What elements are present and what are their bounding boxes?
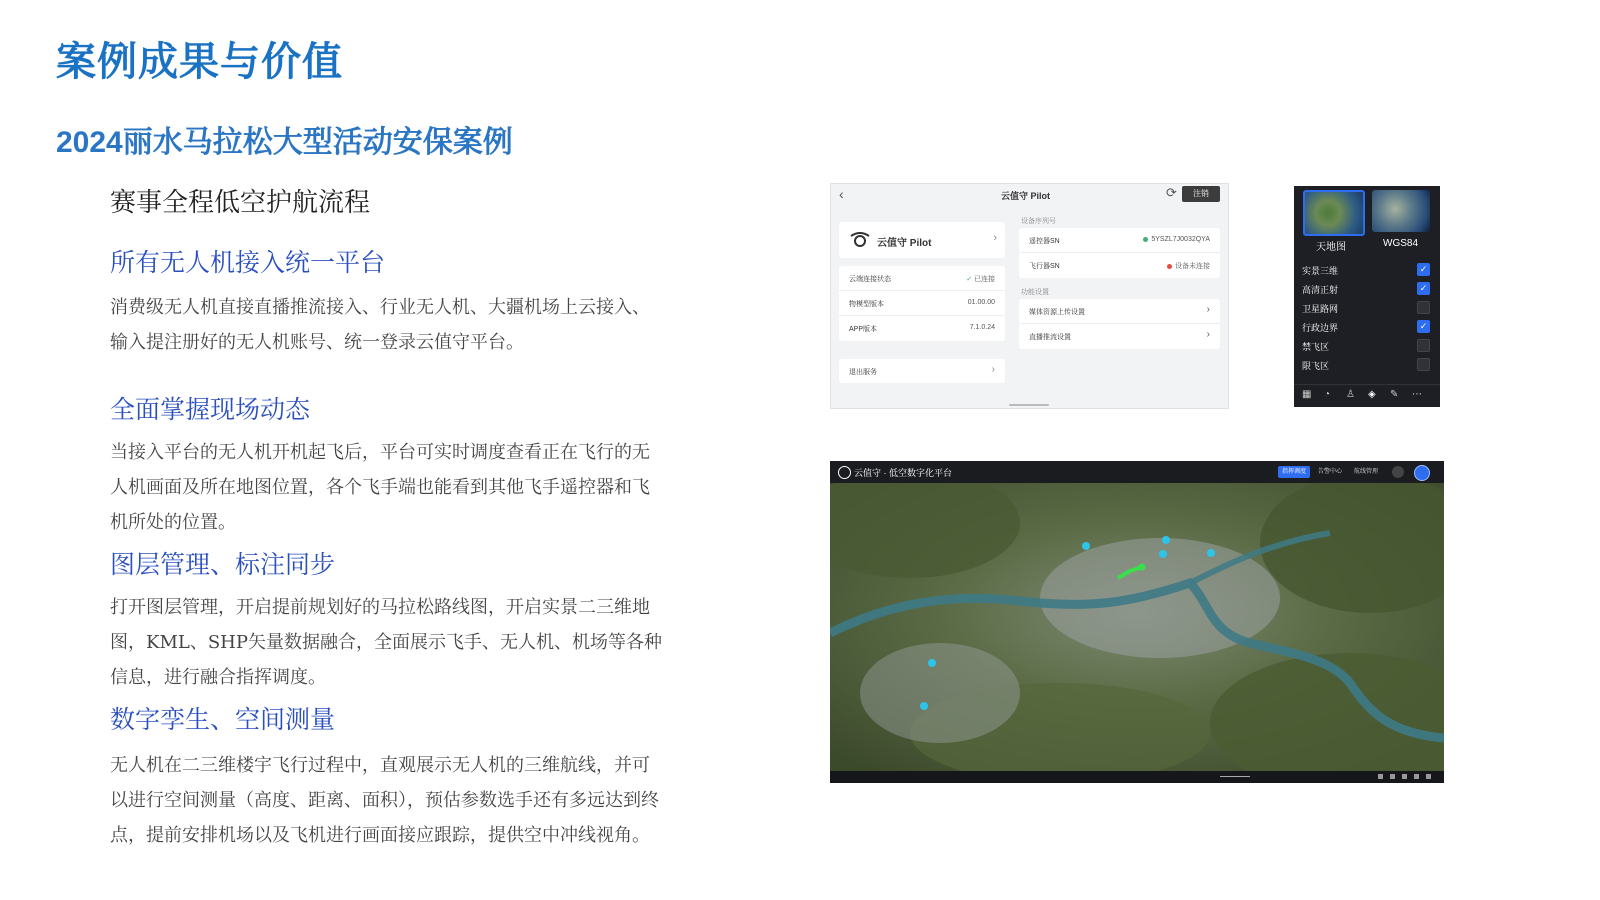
chevron-right-icon: ›: [1206, 329, 1210, 340]
pilot-logo-icon: [849, 232, 871, 248]
serial-card: [1019, 228, 1220, 278]
info-row: [839, 291, 1005, 316]
basemap-label: 天地图: [1316, 242, 1346, 253]
status-dot-red: [1167, 264, 1172, 269]
section-body: [110, 748, 730, 853]
layer-panel: [1294, 186, 1440, 407]
layer-checkbox[interactable]: ✓: [1417, 282, 1430, 295]
pilot-app-panel: [830, 183, 1229, 409]
chevron-right-icon: ›: [991, 364, 995, 375]
body-line: 当接入平台的无人机开机起飞后，平台可实时调度查看正在飞行的无: [110, 442, 650, 463]
exit-service-label: 退出服务: [849, 369, 877, 376]
section-body: [110, 435, 730, 540]
drone-marker: [928, 659, 936, 667]
layer-checkbox[interactable]: [1417, 301, 1430, 314]
serial-value: 5YSZL7J0032QYA: [1143, 236, 1210, 243]
check-circle-icon: ✓: [966, 276, 974, 283]
flow-title: 赛事全程低空护航流程: [110, 188, 371, 218]
map-header: [830, 461, 1444, 483]
section-heading: 所有无人机接入统一平台: [110, 248, 386, 277]
layer-label: 高清正射: [1302, 285, 1339, 295]
layer-label: 禁飞区: [1302, 342, 1330, 352]
back-icon[interactable]: ‹: [839, 186, 844, 202]
more-icon[interactable]: ⋯: [1412, 389, 1422, 400]
page-title: 案例成果与价值: [56, 40, 343, 84]
serial-label: 飞行器SN: [1029, 263, 1060, 270]
body-line: 人机画面及所在地图位置，各个飞手端也能看到其他飞手遥控器和飞: [110, 477, 650, 498]
layer-checkbox[interactable]: [1417, 358, 1430, 371]
func-row[interactable]: [1019, 324, 1220, 348]
drone-marker: [1207, 549, 1215, 557]
layer-label: 行政边界: [1302, 323, 1339, 333]
satellite-map[interactable]: [830, 483, 1444, 771]
scale-bar: [1220, 776, 1250, 777]
body-line: 输入提注册好的无人机账号、统一登录云值守平台。: [110, 332, 524, 353]
section-heading: 图层管理、标注同步: [110, 550, 336, 579]
nav-button[interactable]: 指挥调度: [1278, 466, 1310, 478]
layer-label: 实景三维: [1302, 266, 1339, 276]
chevron-right-icon: ›: [993, 232, 997, 244]
serial-label: 遥控器SN: [1029, 238, 1060, 245]
serial-section-title: 设备序列号: [1021, 218, 1056, 225]
info-row: [839, 266, 1005, 291]
drone-marker: [920, 702, 928, 710]
pie-icon[interactable]: ◔: [1324, 389, 1331, 400]
route-point: [1139, 564, 1146, 571]
body-line: 消费级无人机直接直播推流接入、行业无人机、大疆机场上云接入、: [110, 297, 650, 318]
body-line: 图，KML、SHP矢量数据融合，全面展示飞手、无人机、机场等各种: [110, 632, 662, 653]
footer-tool-icon[interactable]: [1390, 774, 1395, 779]
layer-row[interactable]: [1302, 299, 1432, 317]
nav-button[interactable]: 告警中心: [1318, 469, 1343, 475]
info-label: 云端连接状态: [849, 276, 891, 283]
func-label: 直播推流设置: [1029, 334, 1071, 341]
map-platform-window: [830, 461, 1444, 783]
map-footer: [830, 771, 1444, 783]
logout-button[interactable]: 注销: [1182, 186, 1220, 202]
section-body: [110, 590, 730, 695]
platform-logo-icon: [838, 466, 851, 479]
body-line: 打开图层管理，开启提前规划好的马拉松路线图，开启实景二三维地: [110, 597, 650, 618]
status-dot-green: [1143, 237, 1148, 242]
body-line: 点，提前安排机场以及飞机进行画面接应跟踪，提供空中冲线视角。: [110, 825, 650, 846]
pilot-topbar: [831, 184, 1228, 206]
serial-row: [1019, 253, 1220, 277]
exit-service-row[interactable]: [839, 359, 1005, 383]
basemap-label: WGS84: [1383, 238, 1419, 249]
layer-row[interactable]: [1302, 261, 1432, 279]
body-line: 以进行空间测量（高度、距离、面积），预估参数选手还有多远达到终: [110, 790, 659, 811]
pilot-info-card: [839, 266, 1005, 341]
layer-checkbox[interactable]: ✓: [1417, 320, 1430, 333]
info-label: 物模型版本: [849, 301, 884, 308]
footer-tool-icon[interactable]: [1402, 774, 1407, 779]
layer-checkbox[interactable]: [1417, 339, 1430, 352]
urban-area: [860, 643, 1020, 743]
section-heading: 全面掌握现场动态: [110, 395, 311, 424]
layer-label: 限飞区: [1302, 361, 1330, 371]
basemap-thumb-wgs84[interactable]: [1372, 190, 1430, 232]
serial-value: 设备未连接: [1167, 261, 1210, 271]
drone-marker: [1082, 542, 1090, 550]
user-icon[interactable]: ♙: [1346, 389, 1355, 400]
basemap-thumb-tianditu[interactable]: [1303, 190, 1365, 236]
layer-checkbox[interactable]: ✓: [1417, 263, 1430, 276]
home-indicator: [1009, 404, 1049, 406]
nav-button[interactable]: 航线管理: [1354, 469, 1379, 475]
body-line: 无人机在二三维楼宇飞行过程中，直观展示无人机的三维航线，并可: [110, 755, 650, 776]
body-line: 机所处的位置。: [110, 512, 236, 533]
info-label: APP版本: [849, 326, 878, 333]
platform-name: 云值守 · 低空数字化平台: [854, 468, 952, 478]
case-title: 2024丽水马拉松大型活动安保案例: [56, 126, 513, 159]
section-heading: 数字孪生、空间测量: [110, 705, 336, 734]
pilot-title: 云值守 Pilot: [1001, 191, 1050, 201]
info-value: ✓ 已连接: [966, 276, 995, 283]
layer-row[interactable]: [1302, 280, 1432, 298]
serial-row: [1019, 228, 1220, 253]
drone-marker: [1162, 536, 1170, 544]
pilot-brand-name: 云值守 Pilot: [877, 238, 932, 249]
pilot-brand-card[interactable]: [839, 222, 1005, 258]
body-line: 信息，进行融合指挥调度。: [110, 667, 326, 688]
grid-icon[interactable]: ▦: [1302, 389, 1312, 400]
edit-icon[interactable]: ✎: [1390, 389, 1399, 400]
func-row[interactable]: [1019, 299, 1220, 324]
info-value: 7.1.0.24: [969, 324, 995, 331]
info-value: 01.00.00: [967, 299, 995, 306]
layer-row[interactable]: [1302, 356, 1432, 374]
chevron-right-icon: ›: [1206, 304, 1210, 315]
info-row: [839, 316, 1005, 340]
layer-label: 卫星路网: [1302, 304, 1339, 314]
drone-marker: [1159, 550, 1167, 558]
layer-toolbar: [1294, 384, 1440, 407]
layers-icon[interactable]: ◈: [1368, 389, 1376, 400]
section-body: [110, 290, 730, 360]
footer-tool-icon[interactable]: [1426, 774, 1431, 779]
layer-row[interactable]: [1302, 337, 1432, 355]
layer-row[interactable]: [1302, 318, 1432, 336]
footer-tool-icon[interactable]: [1414, 774, 1419, 779]
refresh-icon[interactable]: ⟳: [1166, 185, 1177, 200]
func-card: [1019, 299, 1220, 349]
func-section-title: 功能设置: [1021, 289, 1049, 296]
func-label: 媒体资源上传设置: [1029, 309, 1085, 316]
notification-icon[interactable]: [1392, 466, 1404, 478]
avatar[interactable]: [1414, 465, 1430, 481]
footer-tool-icon[interactable]: [1378, 774, 1383, 779]
